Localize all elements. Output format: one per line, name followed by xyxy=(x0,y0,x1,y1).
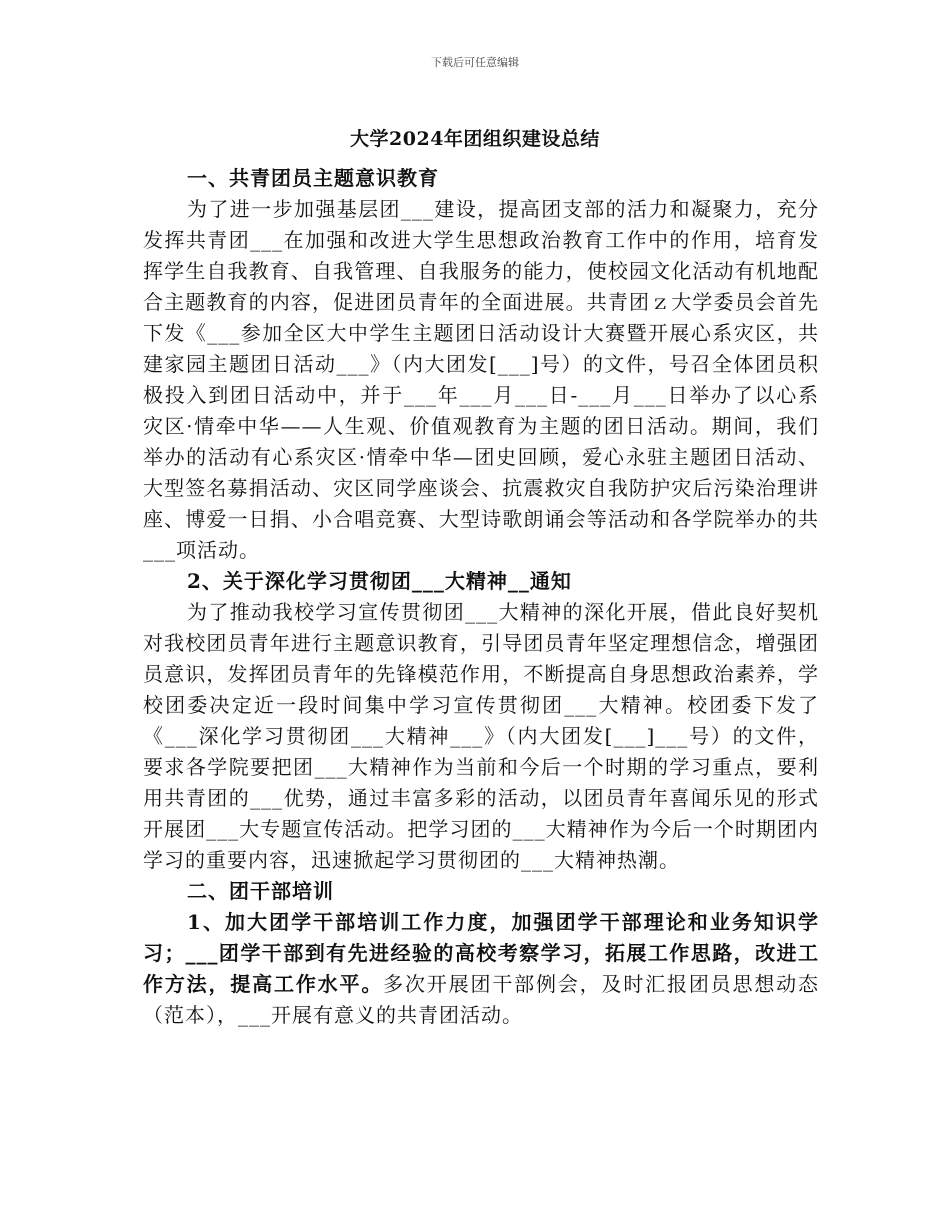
document-title: 大学2024年团组织建设总结 xyxy=(350,128,600,150)
paragraph-bold-part: 1、加大团学干部培训工作力度，加强团学干部理论和业务知识学习；___团学干部到有先进经验的高校考察学习，拓展工作思路，改进工作方法，提高工作水平。 xyxy=(143,910,819,996)
section-heading-2: 2、关于深化学习贯彻团___大精神__通知 xyxy=(187,569,572,593)
section-paragraph-1: 为了进一步加强基层团___建设，提高团支部的活力和凝聚力，充分发挥共青团___在加强和改进大学生思想政治教育工作中的作用，培育发挥学生自我教育、自我管理、自我服务的能力，使校园文化活动有机地配合主题教育的内容，促进团员青年的全面进展。共青团ｚ大学委员会首先下发《___参加全区大中学生主题团日活动设计大赛暨开展心系灾区，共建家园主题团日活动___》（内大团发[___]号）的文件，号召全体团员积极投入到团日活动中，并于___年___月___日-___月___日举办了以心系灾区·情牵中华——人生观、价值观教育为主题的团日活动。期间，我们举办的活动有心系灾区·情牵中华—团史回顾，爱心永驻主题团日活动、大型签名募捐活动、灾区同学座谈会、抗震救灾自我防护灾后污染治理讲座、博爱一日捐、小合唱竞赛、大型诗歌朗诵会等活动和各学院举办的共___项活动。 xyxy=(143,197,819,562)
section-heading-1: 一、共青团员主题意识教育 xyxy=(187,166,439,190)
paragraph-regular-part: 多次开展团干部例会，及时汇报团员思想动态（范本），___开展有意义的共青团活动。 xyxy=(143,972,820,1027)
section-paragraph-2: 为了推动我校学习宣传贯彻团___大精神的深化开展，借此良好契机对我校团员青年进行主题意识教育，引导团员青年坚定理想信念，增强团员意识，发挥团员青年的先锋模范作用，不断提高自身思想政治素养，学校团委决定近一段时间集中学习宣传贯彻团___大精神。校团委下发了《___深化学习贯彻团___大精神___》（内大团发[___]___号）的文件，要求各学院要把团___大精神作为当前和今后一个时期的学习重点，要利用共青团的___优势，通过丰富多彩的活动，以团员青年喜闻乐见的形式开展团___大专题宣传活动。把学习团的___大精神作为今后一个时期团内学习的重要内容，迅速掀起学习贯彻团的___大精神热潮。 xyxy=(143,600,819,872)
header-note: 下载后可任意编辑 xyxy=(431,56,519,69)
section-paragraph-3 xyxy=(143,907,819,1031)
section-heading-3: 二、团干部培训 xyxy=(187,879,334,903)
document-body xyxy=(143,163,819,1031)
